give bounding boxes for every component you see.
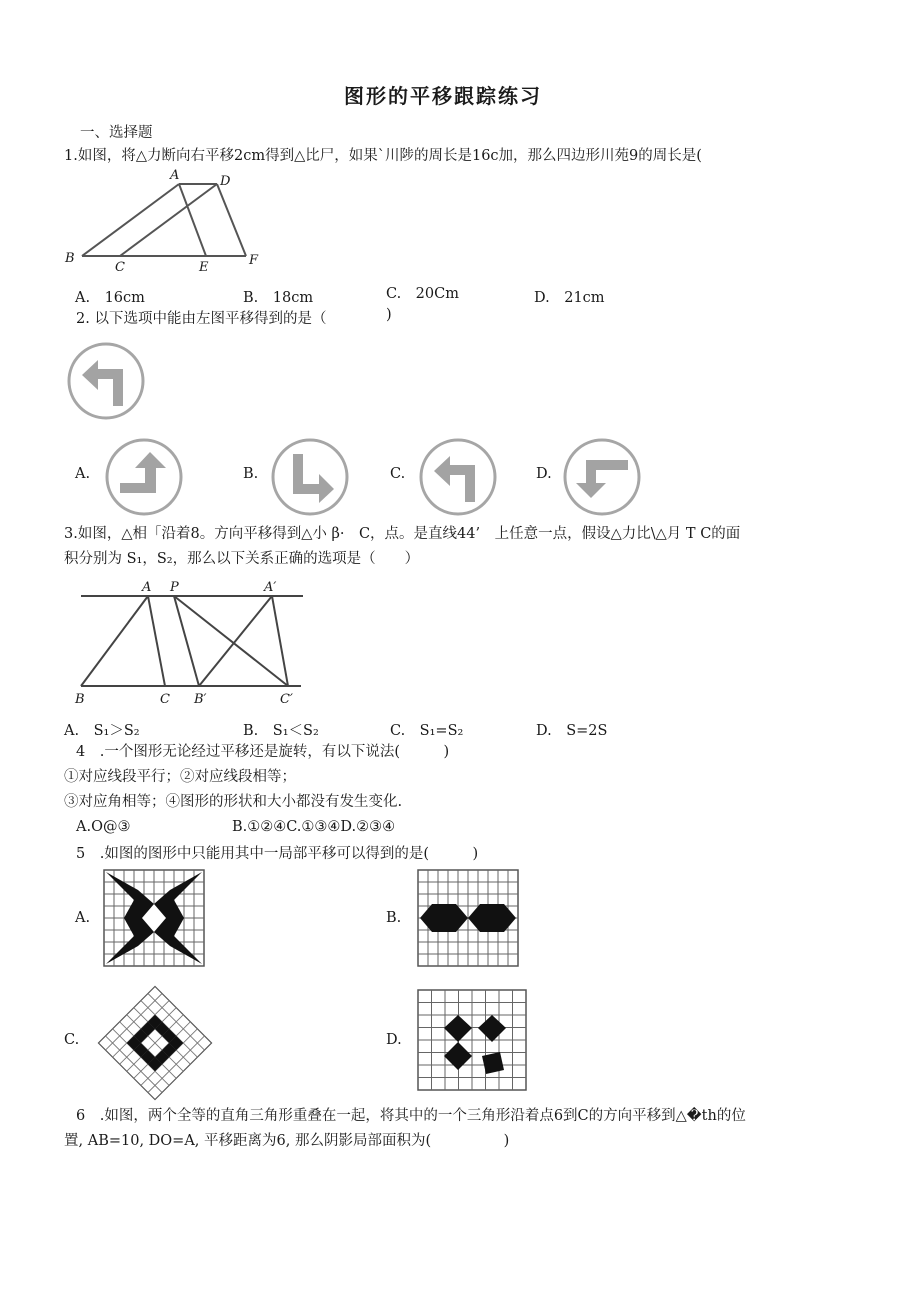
q2-reference-arrow-icon bbox=[66, 340, 150, 424]
q1-label-d: D bbox=[220, 174, 231, 189]
q5-option-c-figure bbox=[94, 982, 216, 1104]
q6-stem-line2: 置, AB=10, DO=A, 平移距离为6, 那么阴影局部面积为( ) bbox=[64, 1133, 510, 1149]
q1-option-d: D. 21cm bbox=[534, 290, 605, 306]
q3-label-b-prime: B′ bbox=[194, 692, 207, 707]
q3-line-b2a2 bbox=[199, 596, 272, 686]
page-title: 图形的平移跟踪练习 bbox=[344, 84, 542, 108]
q1-line-ba bbox=[82, 184, 179, 256]
q3-stem-line1: 3.如图，△相「沿着8。方向平移得到△小 β· C，点。是直线44’ 上任意一点，假设△力比\△月 T C的面 bbox=[64, 526, 741, 542]
q3-label-p: P bbox=[170, 580, 179, 595]
q5-option-b-figure bbox=[418, 870, 520, 967]
q3-line-pb2 bbox=[174, 596, 199, 686]
q1-figure bbox=[60, 166, 280, 276]
q2-option-d-label: D. bbox=[536, 466, 552, 482]
q3-stem-line2: 积分别为 S₁，S₂，那么以下关系正确的选项是（ ） bbox=[64, 551, 420, 567]
q5-stem: 5 .如图的图形中只能用其中一局部平移可以得到的是( ) bbox=[76, 846, 479, 862]
q2-option-b-right-arrow-icon bbox=[270, 436, 354, 520]
q3-label-a-prime: A′ bbox=[264, 580, 277, 595]
section-heading: 一、选择题 bbox=[80, 125, 153, 141]
q2-option-d-down-arrow-icon bbox=[562, 436, 646, 520]
q3-label-a: A bbox=[142, 580, 152, 595]
q4-statement-2: ③对应角相等；④图形的形状和大小都没有发生变化. bbox=[64, 794, 403, 810]
q5-option-b-label: B. bbox=[386, 910, 402, 926]
q4-options: A.O@③ B.①②④C.①③④D.②③④ bbox=[76, 819, 396, 835]
q3-line-pc2 bbox=[174, 596, 288, 686]
q1-label-f: F bbox=[249, 253, 259, 268]
q1-bracket-end: ) bbox=[386, 307, 392, 323]
q3-label-b: B bbox=[75, 692, 85, 707]
q6-stem-line1: 6 .如图，两个全等的直角三角形重叠在一起，将其中的一个三角形沿着点6到C的方向平移到△�th的位 bbox=[76, 1108, 746, 1124]
q1-option-a: A. 16cm bbox=[75, 290, 145, 306]
q3-figure bbox=[66, 576, 316, 711]
q5-option-d-figure bbox=[418, 990, 528, 1092]
q1-stem: 1.如图，将△力断向右平移2cm得到△比尸，如果`川陟的周长是16c加，那么四边形川苑9的周长是( bbox=[64, 148, 702, 164]
q3-line-ba bbox=[81, 596, 148, 686]
q5-option-d-label: D. bbox=[386, 1032, 402, 1048]
q3-label-c-prime: C′ bbox=[280, 692, 293, 707]
q2-option-b-label: B. bbox=[243, 466, 259, 482]
q1-option-b: B. 18cm bbox=[243, 290, 314, 306]
q3-option-a: A. S₁＞S₂ bbox=[64, 723, 140, 739]
q5-option-a-label: A. bbox=[75, 910, 91, 926]
q1-label-c: C bbox=[115, 260, 125, 275]
q1-option-c: C. 20Cm bbox=[386, 286, 459, 302]
q2-option-c-left-arrow-icon bbox=[418, 436, 502, 520]
q3-label-c: C bbox=[160, 692, 170, 707]
q3-line-a2c2 bbox=[272, 596, 288, 686]
q2-stem: 2. 以下选项中能由左图平移得到的是（ bbox=[76, 311, 327, 327]
q2-option-a-up-arrow-icon bbox=[104, 436, 188, 520]
q4-stem: 4 .一个图形无论经过平移还是旋转，有以下说法( ) bbox=[76, 744, 450, 760]
q2-option-c-label: C. bbox=[390, 466, 406, 482]
q5-option-c-label: C. bbox=[64, 1032, 80, 1048]
q2-option-a-label: A. bbox=[75, 466, 91, 482]
q3-option-d: D. S=2S bbox=[536, 723, 608, 739]
q5-option-a-figure bbox=[104, 870, 206, 967]
q1-label-e: E bbox=[199, 260, 209, 275]
q1-label-a: A bbox=[170, 168, 180, 183]
q1-label-b: B bbox=[65, 251, 75, 266]
q4-statement-1: ①对应线段平行；②对应线段相等； bbox=[64, 769, 296, 785]
q3-option-b: B. S₁＜S₂ bbox=[243, 723, 319, 739]
q3-line-ac bbox=[148, 596, 165, 686]
q1-line-df bbox=[217, 184, 246, 256]
q3-option-c: C. S₁=S₂ bbox=[390, 723, 464, 739]
